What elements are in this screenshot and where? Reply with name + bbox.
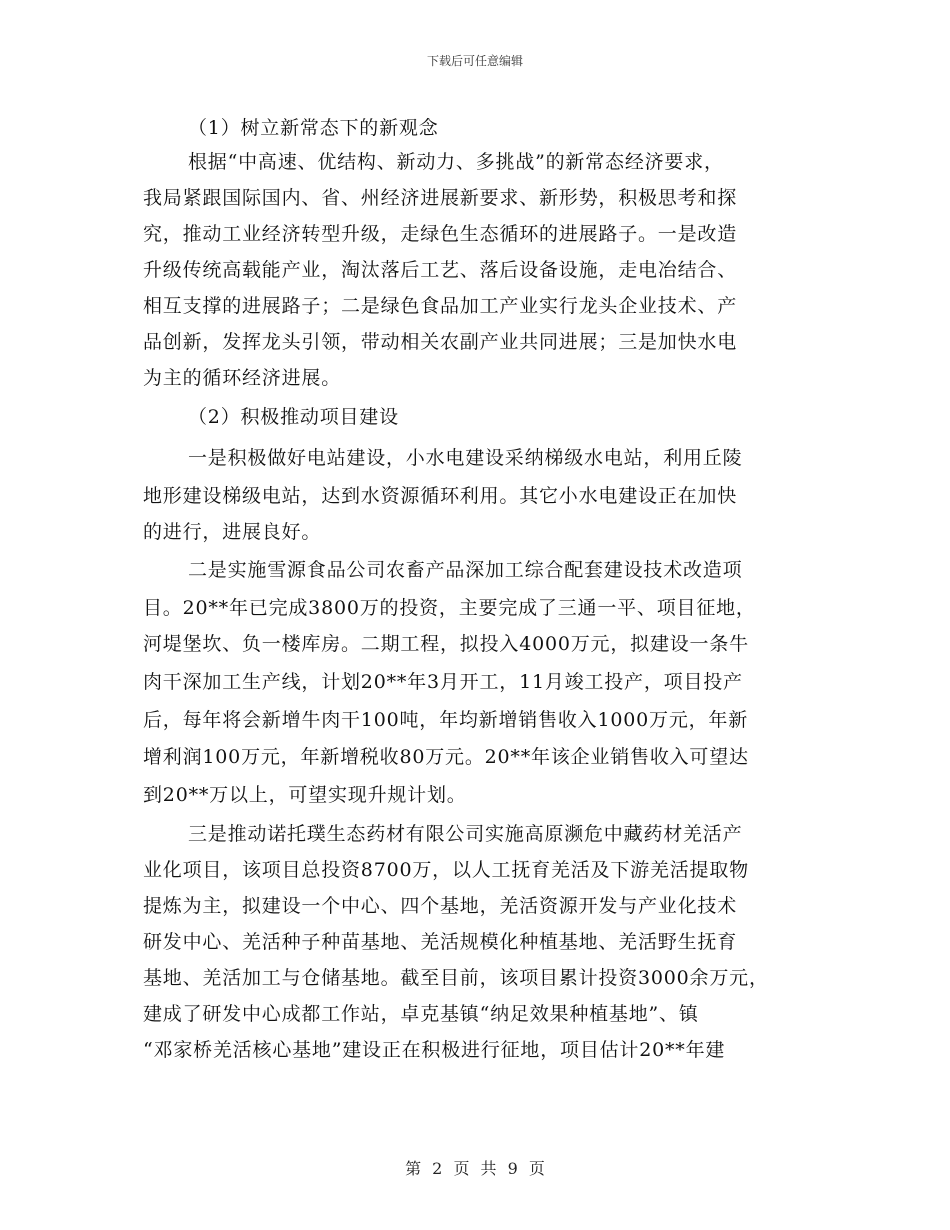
page-header: 下载后可任意编辑 bbox=[426, 54, 523, 68]
text-line: 升级传统高载能产业，淘汰落后工艺、落后设备设施，走电冶结合、 bbox=[143, 259, 738, 281]
text-line: （2）积极推动项目建设 bbox=[188, 406, 399, 428]
text-line: 提炼为主，拟建设一个中心、四个基地，羌活资源开发与产业化技术 bbox=[143, 895, 738, 917]
text-line: 相互支撑的进展路子；二是绿色食品加工产业实行龙头企业技术、产 bbox=[143, 295, 738, 317]
text-line: 建成了研发中心成都工作站，卓克基镇“纳足效果种植基地”、镇 bbox=[143, 1003, 699, 1025]
text-line: 为主的循环经济进展。 bbox=[143, 367, 342, 389]
text-line: 业化项目，该项目总投资8700万，以人工抚育羌活及下游羌活提取物 bbox=[143, 859, 749, 881]
text-line: 研发中心、羌活种子种苗基地、羌活规模化种植基地、羌活野生抚育 bbox=[143, 931, 738, 953]
text-line: 后，每年将会新增牛肉干100吨，年均新增销售收入1000万元，年新 bbox=[143, 709, 749, 731]
text-line: 的进行，进展良好。 bbox=[143, 521, 322, 543]
text-line: 究，推动工业经济转型升级，走绿色生态循环的进展路子。一是改造 bbox=[143, 223, 738, 245]
text-line: 二是实施雪源食品公司农畜产品深加工综合配套建设技术改造项 bbox=[188, 559, 743, 581]
text-line: 一是积极做好电站建设，小水电建设采纳梯级水电站，利用丘陵 bbox=[188, 447, 743, 469]
text-line: 增利润100万元，年新增税收80万元。20**年该企业销售收入可望达 bbox=[143, 746, 749, 768]
text-line: 河堤堡坎、负一楼库房。二期工程，拟投入4000万元，拟建设一条牛 bbox=[143, 633, 749, 655]
text-line: “邓家桥羌活核心基地”建设正在积极进行征地，项目估计20**年建 bbox=[143, 1039, 726, 1061]
text-line: 我局紧跟国际国内、省、州经济进展新要求、新形势，积极思考和探 bbox=[143, 187, 738, 209]
text-line: 基地、羌活加工与仓储基地。截至目前，该项目累计投资3000余万元， bbox=[143, 967, 769, 989]
text-line: 品创新，发挥龙头引领，带动相关农副产业共同进展；三是加快水电 bbox=[143, 331, 738, 353]
text-line: 到20**万以上，可望实现升规计划。 bbox=[143, 784, 467, 806]
text-line: 肉干深加工生产线，计划20**年3月开工，11月竣工投产，项目投产 bbox=[143, 671, 743, 693]
text-line: 三是推动诺托璞生态药材有限公司实施高原濒危中藏药材羌活产 bbox=[188, 823, 743, 845]
text-line: （1）树立新常态下的新观念 bbox=[188, 117, 439, 139]
text-line: 目。20**年已完成3800万的投资，主要完成了三通一平、项目征地， bbox=[143, 597, 756, 619]
page-number: 第 2 页 共 9 页 bbox=[405, 1159, 545, 1178]
text-line: 根据“中高速、优结构、新动力、多挑战”的新常态经济要求， bbox=[188, 151, 724, 173]
text-line: 地形建设梯级电站，达到水资源循环利用。其它小水电建设正在加快 bbox=[143, 485, 738, 507]
